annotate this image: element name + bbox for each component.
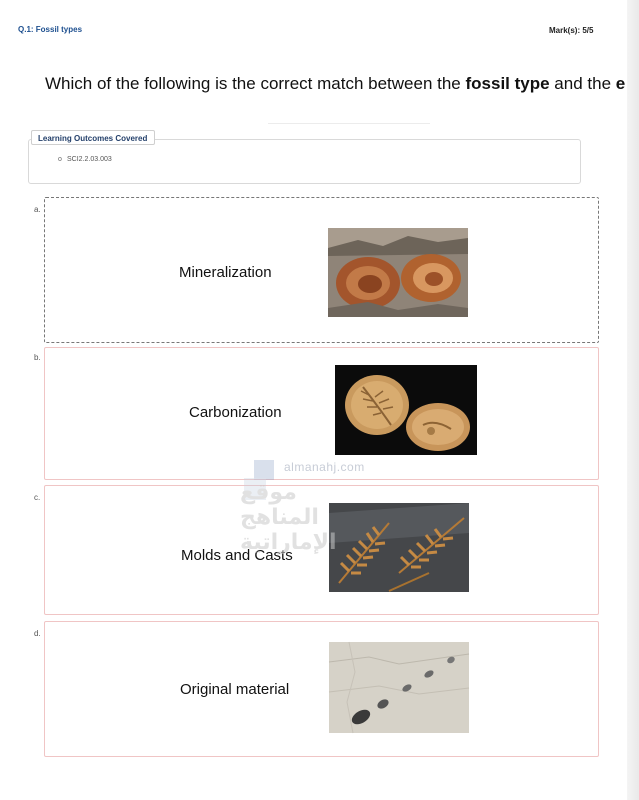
page-edge-shadow (627, 0, 639, 800)
watermark-arabic: موقع المناهج الإماراتية (240, 480, 337, 555)
fossil-fern-image (335, 365, 477, 455)
footprints-image (329, 642, 469, 733)
option-label: Molds and Casts (181, 547, 293, 564)
fern-imprint-image (329, 503, 469, 592)
question-bold-term: e (615, 74, 626, 93)
question-text-part: Which of the following is the correct match between the (45, 74, 466, 93)
petrified-wood-image (328, 228, 468, 317)
option-d-card[interactable] (44, 621, 599, 757)
question-title: Q.1: Fossil types (18, 25, 83, 34)
option-c-card[interactable] (44, 485, 599, 615)
option-label: Original material (180, 681, 290, 698)
marks-label: Mark(s): 5/5 (549, 26, 594, 35)
learning-outcome-code: SCI2.2.03.003 (67, 156, 112, 163)
option-letter: b. (34, 353, 41, 362)
divider (268, 123, 430, 124)
option-b-card[interactable] (44, 347, 599, 480)
option-a-card[interactable] (44, 197, 599, 343)
option-label: Carbonization (189, 404, 282, 421)
option-label: Mineralization (179, 264, 272, 281)
learning-outcomes-heading[interactable]: Learning Outcomes Covered (31, 130, 155, 145)
option-letter: a. (34, 205, 41, 214)
option-letter: d. (34, 629, 41, 638)
question-bold-term: fossil type (465, 74, 550, 93)
question-text (45, 74, 626, 94)
option-letter: c. (34, 493, 41, 502)
watermark-site: almanahj.com (284, 460, 365, 474)
bullet-icon: o (58, 156, 62, 163)
question-text-part: and the (549, 74, 616, 93)
